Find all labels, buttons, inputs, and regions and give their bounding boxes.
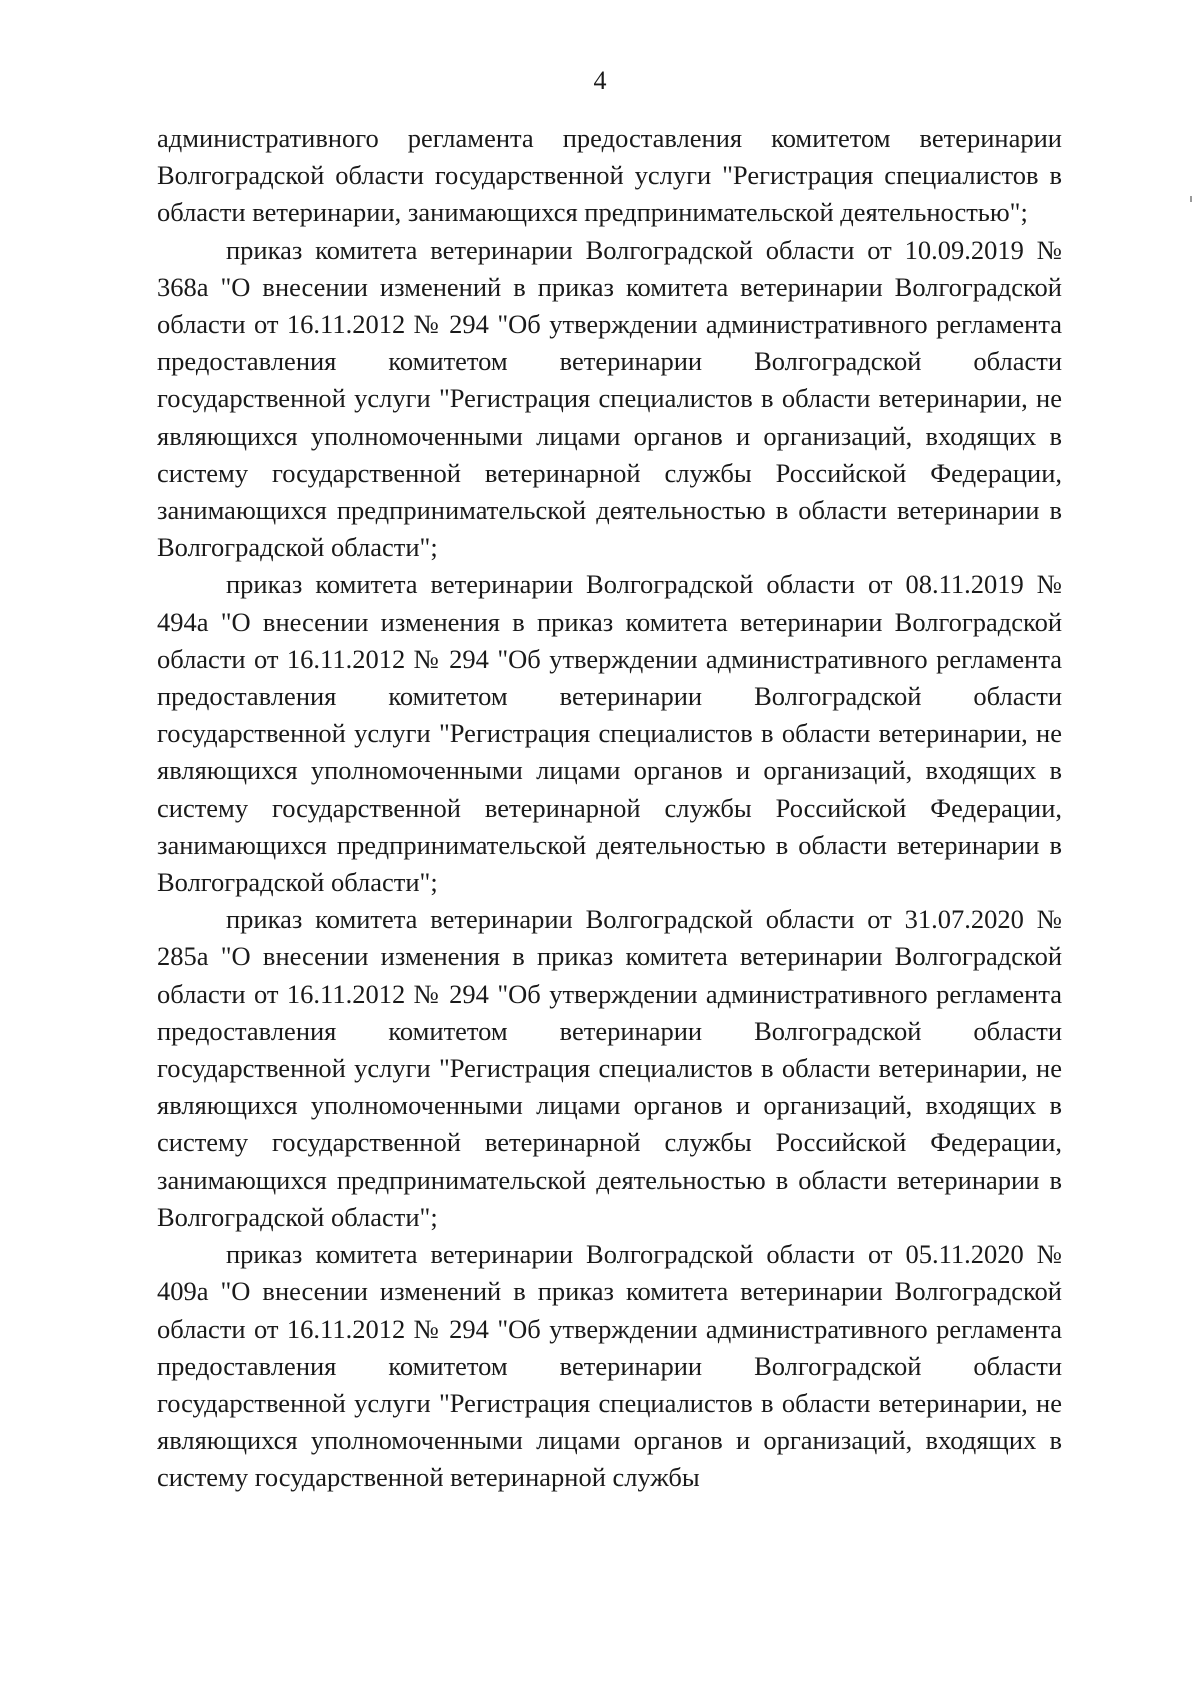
page-number: 4: [593, 66, 607, 95]
scan-margin-mark: [1190, 196, 1192, 202]
document-body: [157, 120, 1062, 1497]
paragraph-order-494a: приказ комитета ветеринарии Волгоградской области от 08.11.2019 № 494а "О внесении изменения в приказ комитета ветеринарии Волгоградской области от 16.11.2012 № 294 "Об утверждении административного регламента предоставления комитетом ветеринарии Волгоградской области государственной услуги "Регистрация специалистов в области ветеринарии, не являющихся уполномоченными лицами органов и организаций, входящих в систему государственной ветеринарной службы Российской Федерации, занимающихся предпринимательской деятельностью в области ветеринарии в Волгоградской области";: [157, 569, 1062, 898]
paragraph-continuation: административного регламента предоставления комитетом ветеринарии Волгоградской области государственной услуги "Регистрация специалистов в области ветеринарии, занимающихся предпринимательской деятельностью";: [157, 123, 1062, 228]
paragraph-order-409a: приказ комитета ветеринарии Волгоградской области от 05.11.2020 № 409а "О внесении изменений в приказ комитета ветеринарии Волгоградской области от 16.11.2012 № 294 "Об утверждении административного регламента предоставления комитетом ветеринарии Волгоградской области государственной услуги "Регистрация специалистов в области ветеринарии, не являющихся уполномоченными лицами органов и организаций, входящих в систему государственной ветеринарной службы: [157, 1239, 1062, 1493]
paragraph-order-368a: приказ комитета ветеринарии Волгоградской области от 10.09.2019 № 368а "О внесении изменений в приказ комитета ветеринарии Волгоградской области от 16.11.2012 № 294 "Об утверждении административного регламента предоставления комитетом ветеринарии Волгоградской области государственной услуги "Регистрация специалистов в области ветеринарии, не являющихся уполномоченными лицами органов и организаций, входящих в систему государственной ветеринарной службы Российской Федерации, занимающихся предпринимательской деятельностью в области ветеринарии в Волгоградской области";: [157, 234, 1062, 563]
paragraph-order-285a: приказ комитета ветеринарии Волгоградской области от 31.07.2020 № 285а "О внесении изменения в приказ комитета ветеринарии Волгоградской области от 16.11.2012 № 294 "Об утверждении административного регламента предоставления комитетом ветеринарии Волгоградской области государственной услуги "Регистрация специалистов в области ветеринарии, не являющихся уполномоченными лицами органов и организаций, входящих в систему государственной ветеринарной службы Российской Федерации, занимающихся предпринимательской деятельностью в области ветеринарии в Волгоградской области";: [157, 904, 1062, 1232]
